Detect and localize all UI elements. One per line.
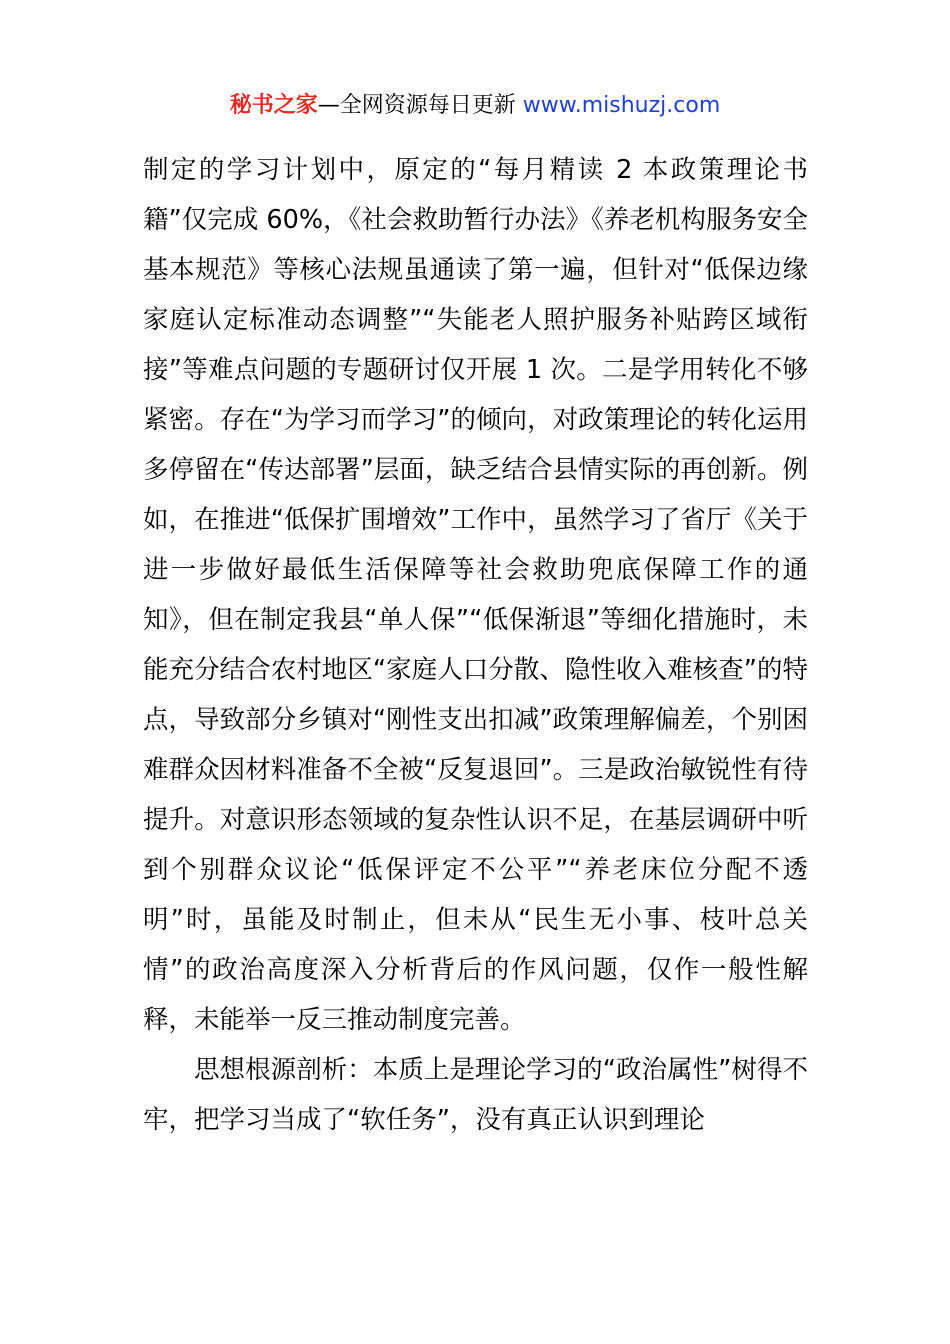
paragraph: 制定的学习计划中，原定的“每月精读 2 本政策理论书籍”仅完成 60%，《社会救助暂行办法》《养老机构服务安全基本规范》等核心法规虽通读了第一遍，但针对“低保边缘家庭认定标准动态调整”“失能老人照护服务补贴跨区域衔接”等难点问题的专题研讨仅开展 1 次。二是学用转化不够紧密。存在“为学习而学习”的倾向，对政策理论的转化运用多停留在“传达部署”层面，缺乏结合县情实际的再创新。例如，在推进“低保扩围增效”工作中，虽然学习了省厅《关于进一步做好最低生活保障等社会救助兜底保障工作的通知》，但在制定我县“单人保”“低保渐退”等细化措施时，未能充分结合农村地区“家庭人口分散、隐性收入难核查”的特点，导致部分乡镇对“刚性支出扣减”政策理解偏差，个别困难群众因材料准备不全被“反复退回”。三是政治敏锐性有待提升。对意识形态领域的复杂性认识不足，在基层调研中听到个别群众议论“低保评定不公平”“养老床位分配不透明”时，虽能及时制止，但未从“民生无小事、枝叶总关情”的政治高度深入分析背后的作风问题，仅作一般性解释，未能举一反三推动制度完善。	[143, 155, 808, 1035]
site-tagline: —全网资源每日更新	[317, 93, 516, 118]
paragraph: 思想根源剖析：本质上是理论学习的“政治属性”树得不牢，把学习当成了“软任务”，没有真正认识到理论	[143, 1055, 808, 1135]
site-brand: 秘书之家	[229, 93, 318, 118]
page-header	[0, 88, 950, 124]
document-body	[143, 145, 808, 1145]
site-url-link[interactable]: www.mishuzj.com	[515, 93, 721, 118]
